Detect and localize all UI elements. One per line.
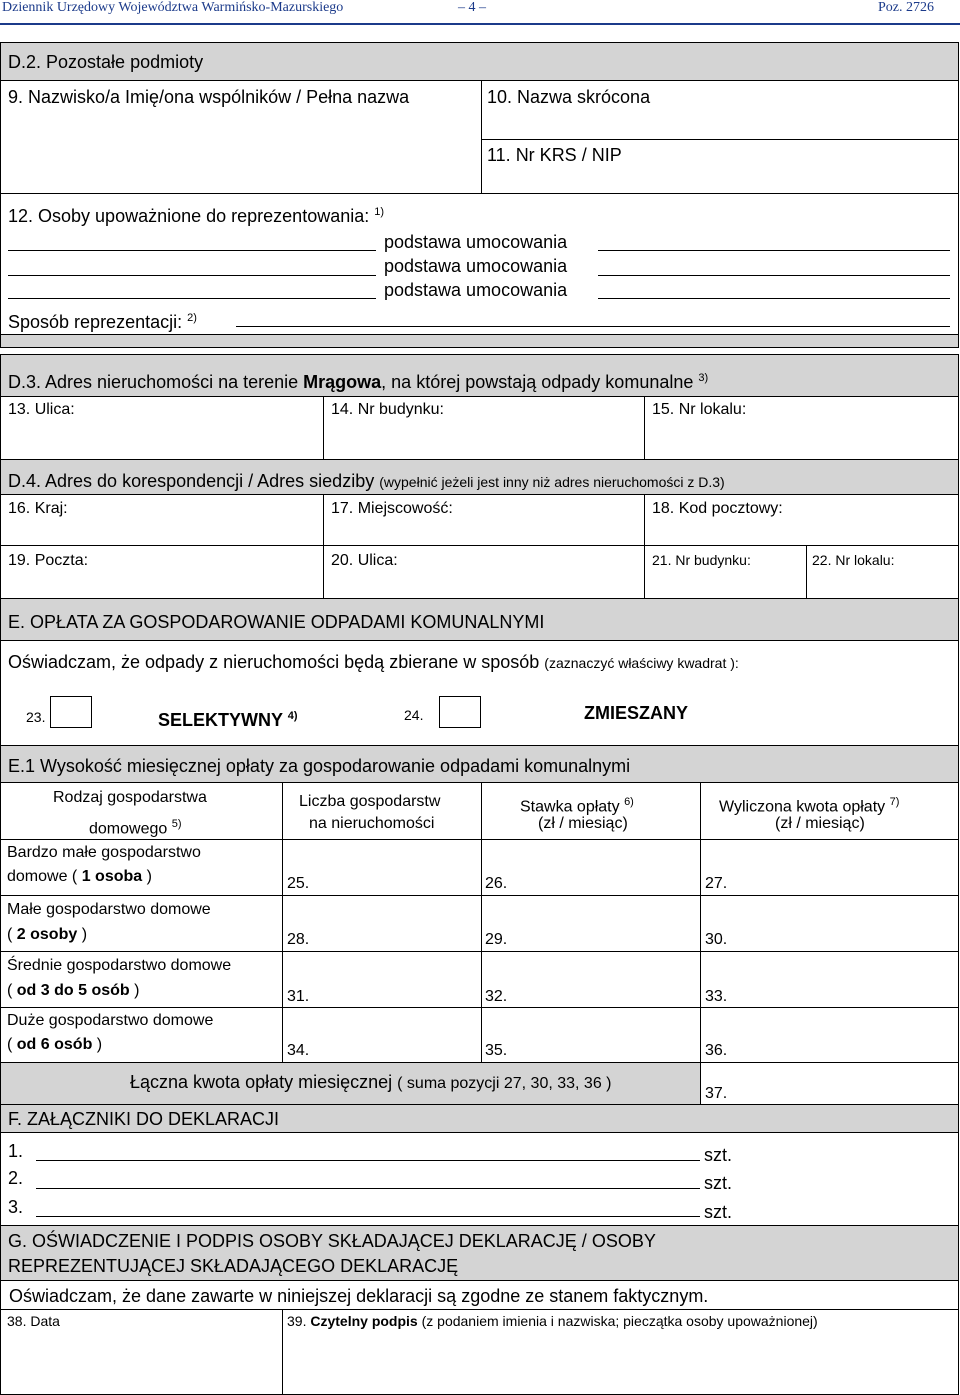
position-number: Poz. 2726 (878, 0, 934, 15)
section-e1-title: E.1 Wysokość miesięcznej opłaty za gospodarowanie odpadami komunalnymi (8, 756, 631, 776)
journal-title: Dziennik Urzędowy Województwa Warmińsko-Mazurskiego (2, 0, 344, 15)
attachment-2-number: 2. (8, 1168, 24, 1188)
field-27-box[interactable]: 27. (700, 839, 959, 896)
col-header-calculated-amount: Wyliczona kwota opłaty $^{7)}$ (zł / miesiąc) (700, 782, 959, 840)
field-39-box[interactable] (282, 1309, 959, 1395)
field-14-label: 14. Nr budynku: (331, 401, 444, 418)
field-13-label: 13. Ulica: (8, 401, 75, 418)
field-26-box[interactable]: 26. (481, 839, 701, 896)
representation-method-label: Sposób reprezentacji: $^{2)}$ (8, 312, 197, 332)
option-24-label: ZMIESZANY (584, 703, 689, 723)
field-37-box[interactable]: 37. (700, 1062, 959, 1111)
page-header (0, 0, 960, 22)
representative-line-3[interactable] (8, 298, 376, 299)
field-25-box[interactable]: 25. (282, 839, 482, 896)
col-header-household-count: Liczba gospodarstw na nieruchomości (282, 782, 482, 840)
field-28-box[interactable]: 28. (282, 895, 482, 952)
field-34-box[interactable]: 34. (282, 1007, 482, 1063)
field-12-label: 12. Osoby upoważnione do reprezentowania: $^{1)}$ (8, 206, 385, 226)
field-36-box[interactable]: 36. (700, 1007, 959, 1063)
section-f-title: F. ZAŁĄCZNIKI DO DEKLARACJI (8, 1109, 280, 1129)
representative-line-1[interactable] (8, 250, 376, 251)
field-18-label: 18. Kod pocztowy: (652, 500, 783, 517)
representative-line-2[interactable] (8, 275, 376, 276)
section-d4-title: D.4. Adres do korespondencji / Adres siedziby (wypełnić jeżeli jest inny niż adres nieruchomości z D.3) (8, 471, 725, 491)
field-33-box[interactable]: 33. (700, 951, 959, 1008)
header-rule (0, 23, 960, 25)
basis-line-3[interactable] (598, 298, 950, 299)
row-label-medium: Średnie gospodarstwo domowe ( od 3 do 5 osób ) (0, 951, 283, 1008)
field-15-label: 15. Nr lokalu: (652, 401, 747, 418)
field-10-label: 10. Nazwa skrócona (487, 87, 651, 107)
row-label-very-small: Bardzo małe gospodarstwo domowe ( 1 osoba ) (0, 839, 283, 896)
basis-label-3: podstawa umocowania (384, 280, 568, 300)
option-23-checkbox[interactable] (50, 696, 92, 728)
field-17-label: 17. Miejscowość: (331, 500, 453, 517)
basis-line-1[interactable] (598, 250, 950, 251)
attachment-3-line[interactable] (36, 1216, 700, 1217)
option-24-checkbox[interactable] (439, 696, 481, 728)
section-g-title-2: REPREZENTUJĄCEJ SKŁADAJĄCEGO DEKLARACJĘ (8, 1256, 459, 1276)
row-label-small: Małe gospodarstwo domowe ( 2 osoby ) (0, 895, 283, 952)
total-amount-label: Łączna kwota opłaty miesięcznej ( suma pozycji 27, 30, 33, 36 ) (130, 1072, 612, 1092)
section-e-title: E. OPŁATA ZA GOSPODAROWANIE ODPADAMI KOMUNALNYMI (8, 612, 545, 632)
declaration-statement: Oświadczam, że dane zawarte w niniejszej deklaracji są zgodne ze stanem faktycznym. (9, 1286, 709, 1306)
field-39-label: 39. Czytelny podpis (z podaniem imienia i nazwiska; pieczątka osoby upoważnionej) (287, 1313, 818, 1329)
field-30-box[interactable]: 30. (700, 895, 959, 952)
collection-method-statement: Oświadczam, że odpady z nieruchomości będą zbierane w sposób (zaznaczyć właściwy kwadrat ): (8, 652, 739, 672)
field-9-label: 9. Nazwisko/a Imię/ona wspólników / Pełna nazwa (8, 87, 410, 107)
declaration-statement-box (0, 1280, 959, 1310)
attachment-1-line[interactable] (36, 1160, 700, 1161)
field-11-label: 11. Nr KRS / NIP (487, 145, 622, 165)
attachment-1-unit: szt. (704, 1145, 733, 1165)
attachment-1-number: 1. (8, 1141, 24, 1161)
basis-line-2[interactable] (598, 275, 950, 276)
field-20-label: 20. Ulica: (331, 552, 398, 569)
col-header-household-type: Rodzaj gospodarstwa domowego $^{5)}$ (0, 782, 283, 840)
field-16-label: 16. Kraj: (8, 500, 68, 517)
field-38-label: 38. Data (7, 1313, 60, 1329)
attachment-3-number: 3. (8, 1197, 24, 1217)
field-22-label: 22. Nr lokalu: (812, 552, 895, 568)
section-d2-title: D.2. Pozostałe podmioty (8, 52, 204, 72)
field-29-box[interactable]: 29. (481, 895, 701, 952)
field-31-box[interactable]: 31. (282, 951, 482, 1008)
attachments-box (0, 1132, 959, 1226)
representation-method-line[interactable] (236, 326, 950, 327)
row-label-large: Duże gospodarstwo domowe ( od 6 osób ) (0, 1007, 283, 1063)
attachment-3-unit: szt. (704, 1202, 733, 1222)
basis-label-2: podstawa umocowania (384, 256, 568, 276)
option-23-number: 23. (26, 709, 46, 725)
field-38-box[interactable] (0, 1309, 283, 1395)
attachment-2-line[interactable] (36, 1188, 700, 1189)
col-header-rate: Stawka opłaty $^{6)}$ (zł / miesiąc) (481, 782, 701, 840)
field-35-box[interactable]: 35. (481, 1007, 701, 1063)
field-19-label: 19. Poczta: (8, 552, 89, 569)
field-21-label: 21. Nr budynku: (652, 552, 751, 568)
option-23-label: SELEKTYWNY $^{4)}$ (158, 710, 298, 730)
option-24-number: 24. (404, 707, 424, 723)
field-32-box[interactable]: 32. (481, 951, 701, 1008)
attachment-2-unit: szt. (704, 1173, 733, 1193)
section-g-title-1: G. OŚWIADCZENIE I PODPIS OSOBY SKŁADAJĄCEJ DEKLARACJĘ / OSOBY (8, 1231, 656, 1251)
section-d3-title: D.3. Adres nieruchomości na terenie Mrągowa, na której powstają odpady komunalne $^{3)}$ (8, 372, 709, 392)
page-number: – 4 – (458, 0, 486, 15)
basis-label-1: podstawa umocowania (384, 232, 568, 252)
